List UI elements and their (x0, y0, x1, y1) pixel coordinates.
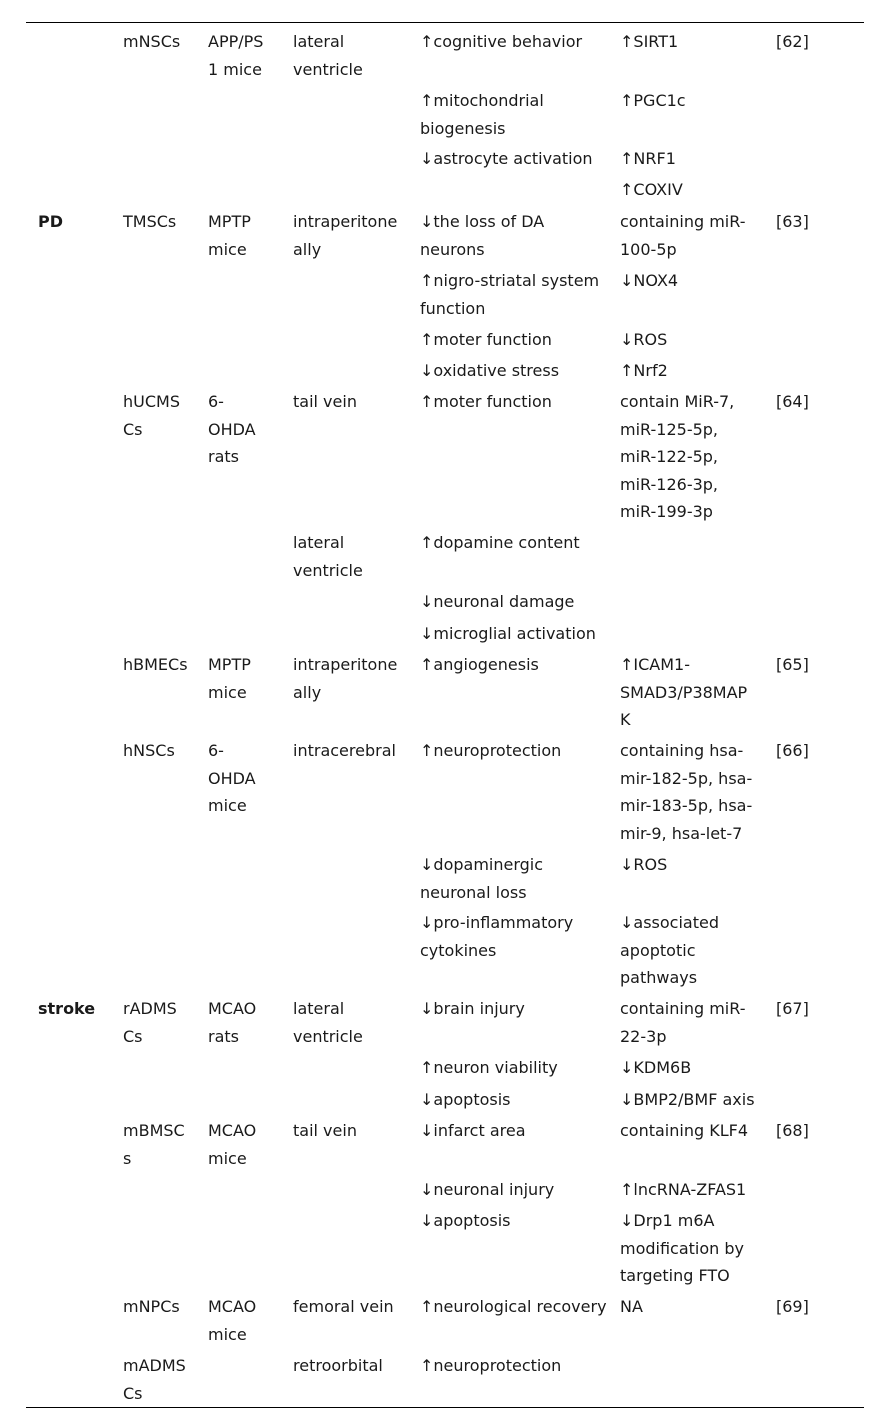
route-cell: retroorbital (293, 1356, 383, 1375)
model-cell: rats (208, 447, 239, 466)
ev-cell: mADMS (123, 1356, 186, 1375)
effect-cell: ↓dopaminergic (420, 855, 544, 874)
effect-cell: ↓neuronal damage (420, 592, 575, 611)
ref-cell: [65] (776, 655, 809, 674)
disease-cell: stroke (38, 999, 96, 1018)
mech-cell: pathways (620, 968, 698, 987)
route-cell: ventricle (293, 1026, 363, 1046)
mech-cell: ↑PGC1c (620, 91, 686, 110)
effect-cell: ↑moter function (420, 330, 552, 349)
mech-cell: ↓NOX4 (620, 271, 679, 290)
ev-cell: Cs (123, 1383, 143, 1403)
mech-cell: 22-3p (620, 1026, 667, 1046)
route-cell: ventricle (293, 560, 363, 580)
effect-cell: ↓microglial activation (420, 624, 596, 643)
route-cell: intracerebral (293, 741, 396, 760)
mech-cell: 100-5p (620, 239, 677, 259)
mech-cell: NA (620, 1297, 643, 1316)
model-cell: MCAO (208, 1121, 257, 1140)
ev-cell: TMSCs (123, 212, 177, 231)
mech-cell: ↑lncRNA-ZFAS1 (620, 1180, 747, 1199)
mech-cell: ↓ROS (620, 855, 668, 874)
mech-cell: SMAD3/P38MAP (620, 682, 748, 702)
route-cell: intraperitone (293, 212, 398, 231)
mech-cell: mir-183-5p, hsa- (620, 796, 753, 815)
top-rule (26, 22, 864, 23)
effect-cell: ↑neurological recovery (420, 1297, 607, 1316)
effect-cell: ↑neuron viability (420, 1058, 558, 1077)
ev-cell: Cs (123, 1026, 143, 1046)
effect-cell: ↓astrocyte activation (420, 149, 593, 168)
mech-cell: apoptotic (620, 940, 696, 960)
mech-cell: ↓ROS (620, 330, 668, 349)
model-cell: mice (208, 682, 247, 702)
effect-cell: ↑cognitive behavior (420, 32, 583, 51)
route-cell: lateral (293, 533, 345, 552)
mech-cell: containing miR- (620, 212, 746, 231)
ev-cell: Cs (123, 419, 143, 439)
effect-cell: cytokines (420, 940, 497, 960)
effect-cell: ↓infarct area (420, 1121, 526, 1140)
mech-cell: contain MiR-7, (620, 392, 735, 411)
mech-cell: ↑Nrf2 (620, 361, 668, 380)
mech-cell: ↑SIRT1 (620, 32, 679, 51)
mech-cell: miR-125-5p, (620, 419, 719, 439)
route-cell: tail vein (293, 1121, 357, 1140)
model-cell: MCAO (208, 999, 257, 1018)
mech-cell: containing KLF4 (620, 1121, 749, 1140)
ev-cell: hUCMS (123, 392, 180, 411)
ev-cell: mNPCs (123, 1297, 180, 1316)
model-cell: 6- (208, 741, 224, 760)
ref-cell: [63] (776, 212, 809, 231)
model-cell: MPTP (208, 655, 251, 674)
model-cell: 1 mice (208, 59, 262, 79)
ref-cell: [69] (776, 1297, 809, 1316)
ev-cell: mNSCs (123, 32, 181, 51)
mech-cell: containing hsa- (620, 741, 744, 760)
model-cell: OHDA (208, 419, 256, 439)
mech-cell: miR-126-3p, (620, 474, 719, 494)
ev-cell: rADMS (123, 999, 177, 1018)
route-cell: intraperitone (293, 655, 398, 674)
mech-cell: ↓Drp1 m6A (620, 1211, 715, 1230)
mech-cell: ↓KDM6B (620, 1058, 692, 1077)
mech-cell: targeting FTO (620, 1266, 730, 1285)
ref-cell: [67] (776, 999, 809, 1018)
mech-cell: K (620, 710, 631, 729)
model-cell: 6- (208, 392, 224, 411)
bottom-rule (26, 1407, 864, 1408)
effect-cell: neuronal loss (420, 882, 527, 902)
route-cell: ally (293, 682, 322, 702)
effect-cell: ↑neuroprotection (420, 1356, 562, 1375)
effect-cell: ↓oxidative stress (420, 361, 560, 380)
mech-cell: miR-199-3p (620, 502, 713, 521)
effect-cell: ↓brain injury (420, 999, 525, 1018)
route-cell: ventricle (293, 59, 363, 79)
model-cell: mice (208, 796, 247, 815)
mech-cell: mir-9, hsa-let-7 (620, 823, 743, 843)
mech-cell: ↓associated (620, 913, 719, 932)
effect-cell: function (420, 298, 486, 318)
effect-cell: ↓apoptosis (420, 1211, 511, 1230)
route-cell: lateral (293, 999, 345, 1018)
effect-cell: ↑nigro-striatal system (420, 271, 600, 290)
mech-cell: miR-122-5p, (620, 447, 719, 466)
effect-cell: ↓the loss of DA (420, 212, 545, 231)
ref-cell: [62] (776, 32, 809, 51)
model-cell: rats (208, 1026, 239, 1046)
effect-cell: ↓apoptosis (420, 1090, 511, 1109)
mech-cell: ↑COXIV (620, 180, 683, 199)
mech-cell: ↓BMP2/BMF axis (620, 1090, 755, 1109)
effect-cell: ↑angiogenesis (420, 655, 539, 674)
model-cell: APP/PS (208, 32, 264, 51)
ev-cell: s (123, 1148, 132, 1168)
route-cell: tail vein (293, 392, 357, 411)
ref-cell: [64] (776, 392, 809, 411)
effect-cell: ↑mitochondrial (420, 91, 544, 110)
ev-cell: hBMECs (123, 655, 188, 674)
ref-cell: [68] (776, 1121, 809, 1140)
mech-cell: containing miR- (620, 999, 746, 1018)
mech-cell: ↑NRF1 (620, 149, 676, 168)
model-cell: mice (208, 1324, 247, 1344)
ev-cell: hNSCs (123, 741, 175, 760)
model-cell: mice (208, 239, 247, 259)
route-cell: ally (293, 239, 322, 259)
ev-cell: mBMSC (123, 1121, 185, 1140)
model-cell: MPTP (208, 212, 251, 231)
effect-cell: ↓neuronal injury (420, 1180, 555, 1199)
ref-cell: [66] (776, 741, 809, 760)
model-cell: mice (208, 1148, 247, 1168)
effect-cell: ↑dopamine content (420, 533, 580, 552)
mech-cell: ↑ICAM1- (620, 655, 690, 674)
effect-cell: ↑moter function (420, 392, 552, 411)
effect-cell: biogenesis (420, 118, 506, 138)
model-cell: MCAO (208, 1297, 257, 1316)
effect-cell: ↑neuroprotection (420, 741, 562, 760)
model-cell: OHDA (208, 768, 256, 788)
route-cell: femoral vein (293, 1297, 394, 1316)
effect-cell: neurons (420, 239, 485, 259)
mech-cell: modification by (620, 1238, 745, 1258)
disease-cell: PD (38, 212, 64, 231)
mech-cell: mir-182-5p, hsa- (620, 768, 753, 788)
effect-cell: ↓pro-inflammatory (420, 913, 574, 932)
route-cell: lateral (293, 32, 345, 51)
